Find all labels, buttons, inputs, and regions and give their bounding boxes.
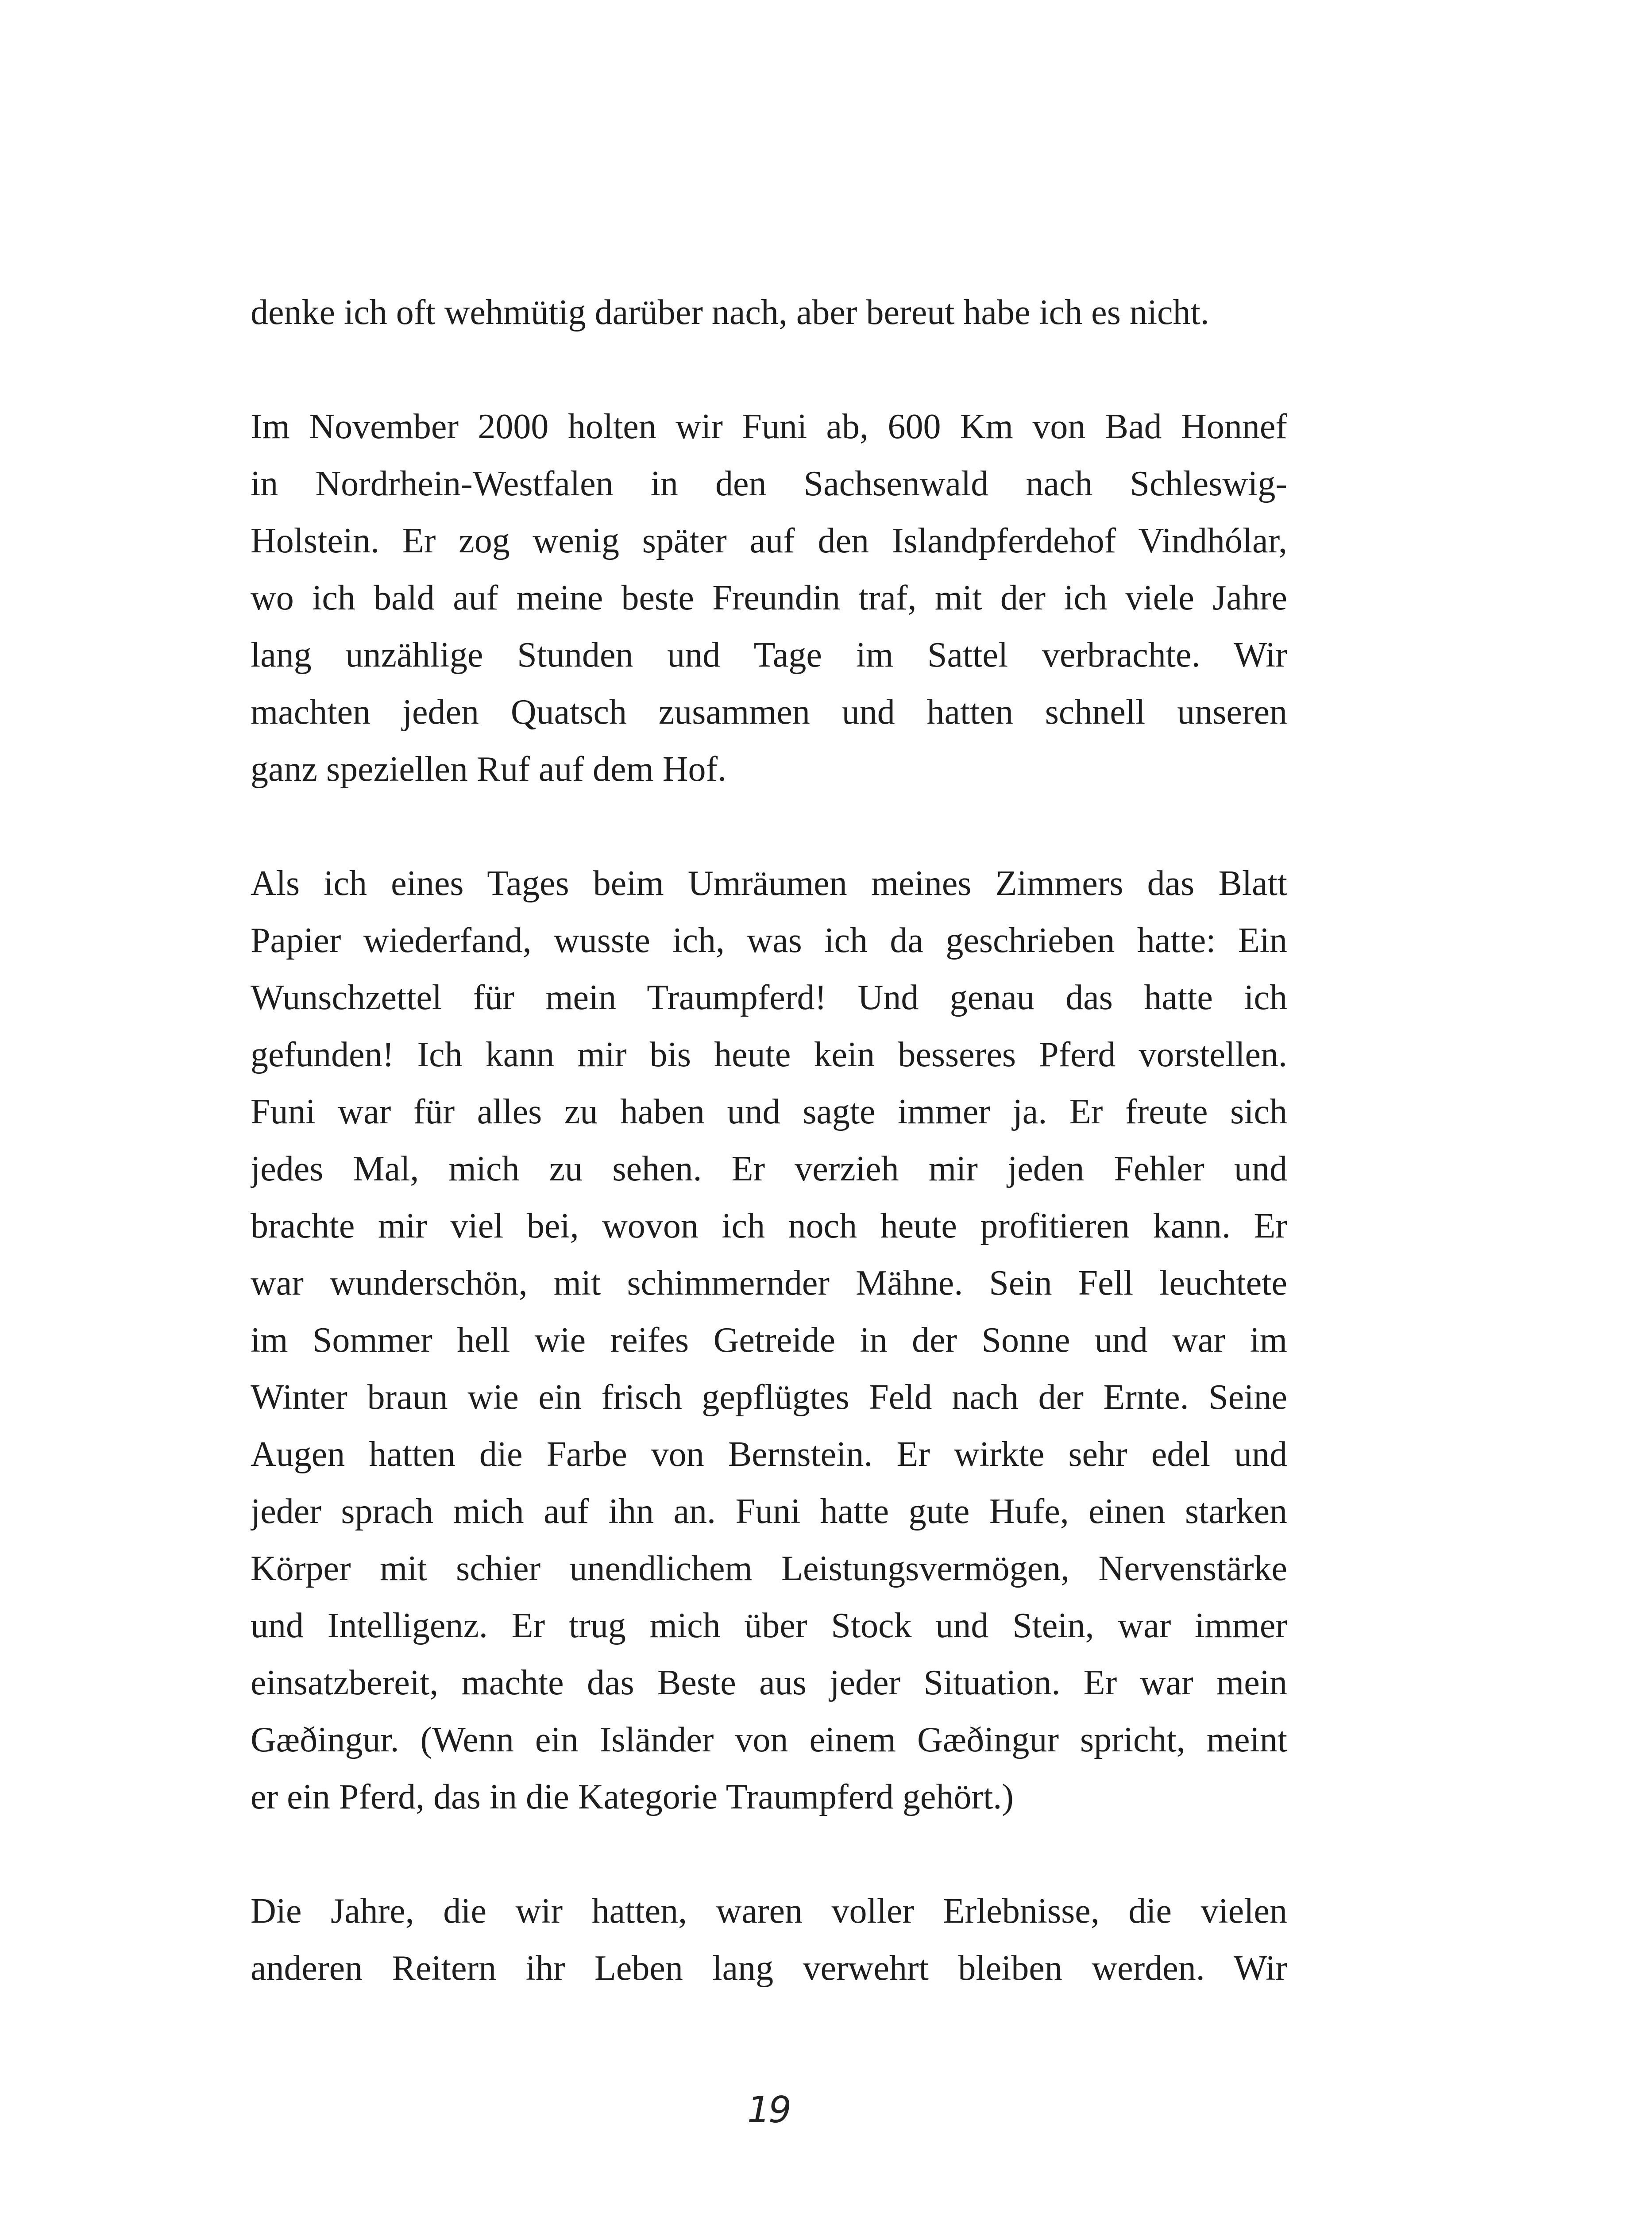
paragraph <box>251 1883 1287 1997</box>
text-line: Holstein. Er zog wenig später auf den Islandpferdehof Vindhólar, <box>251 521 1287 560</box>
text-line: Im November 2000 holten wir Funi ab, 600 Km von Bad Honnef <box>251 407 1287 446</box>
paragraph-gap <box>251 341 1287 398</box>
text-line: Funi war für alles zu haben und sagte immer ja. Er freute sich <box>251 1092 1287 1131</box>
text-line: anderen Reitern ihr Leben lang verwehrt bleiben werden. Wir <box>251 1949 1287 1988</box>
text-line: wo ich bald auf meine beste Freundin traf, mit der ich viele Jahre <box>251 578 1287 617</box>
text-line: ganz speziellen Ruf auf dem Hof. <box>251 750 727 789</box>
text-line: Papier wiederfand, wusste ich, was ich da geschrieben hatte: Ein <box>251 921 1287 960</box>
text-line: Als ich eines Tages beim Umräumen meines Zimmers das Blatt <box>251 864 1287 903</box>
text-line: Die Jahre, die wir hatten, waren voller Erlebnisse, die vielen <box>251 1892 1287 1931</box>
text-line: Körper mit schier unendlichem Leistungsvermögen, Nervenstärke <box>251 1549 1287 1588</box>
text-line: gefunden! Ich kann mir bis heute kein besseres Pferd vorstellen. <box>251 1035 1287 1074</box>
text-line: machten jeden Quatsch zusammen und hatten schnell unseren <box>251 693 1287 732</box>
text-line: denke ich oft wehmütig darüber nach, aber bereut habe ich es nicht. <box>251 293 1209 332</box>
paragraph <box>251 855 1287 1826</box>
text-line: Winter braun wie ein frisch gepflügtes Feld nach der Ernte. Seine <box>251 1378 1287 1417</box>
text-line: in Nordrhein-Westfalen in den Sachsenwald nach Schleswig- <box>251 464 1287 503</box>
page-number: 19 <box>747 2089 790 2131</box>
text-line: Augen hatten die Farbe von Bernstein. Er wirkte sehr edel und <box>251 1435 1287 1474</box>
text-line: Wunschzettel für mein Traumpferd! Und genau das hatte ich <box>251 978 1287 1017</box>
text-line: er ein Pferd, das in die Kategorie Traumpferd gehört.) <box>251 1777 1014 1816</box>
body-text <box>251 284 1287 1997</box>
text-line: jedes Mal, mich zu sehen. Er verzieh mir jeden Fehler und <box>251 1149 1287 1188</box>
text-line: im Sommer hell wie reifes Getreide in der Sonne und war im <box>251 1321 1287 1360</box>
text-line: lang unzählige Stunden und Tage im Sattel verbrachte. Wir <box>251 636 1287 675</box>
paragraph-gap <box>251 1826 1287 1883</box>
text-line: einsatzbereit, machte das Beste aus jeder Situation. Er war mein <box>251 1663 1287 1702</box>
text-line: brachte mir viel bei, wovon ich noch heute profitieren kann. Er <box>251 1207 1287 1245</box>
text-line: war wunderschön, mit schimmernder Mähne. Sein Fell leuchtete <box>251 1264 1287 1303</box>
text-line: und Intelligenz. Er trug mich über Stock und Stein, war immer <box>251 1606 1287 1645</box>
text-line: jeder sprach mich auf ihn an. Funi hatte gute Hufe, einen starken <box>251 1492 1287 1531</box>
paragraph <box>251 284 1287 341</box>
paragraph-gap <box>251 798 1287 855</box>
paragraph <box>251 398 1287 798</box>
text-line: Gæðingur. (Wenn ein Isländer von einem Gæðingur spricht, meint <box>251 1720 1287 1759</box>
